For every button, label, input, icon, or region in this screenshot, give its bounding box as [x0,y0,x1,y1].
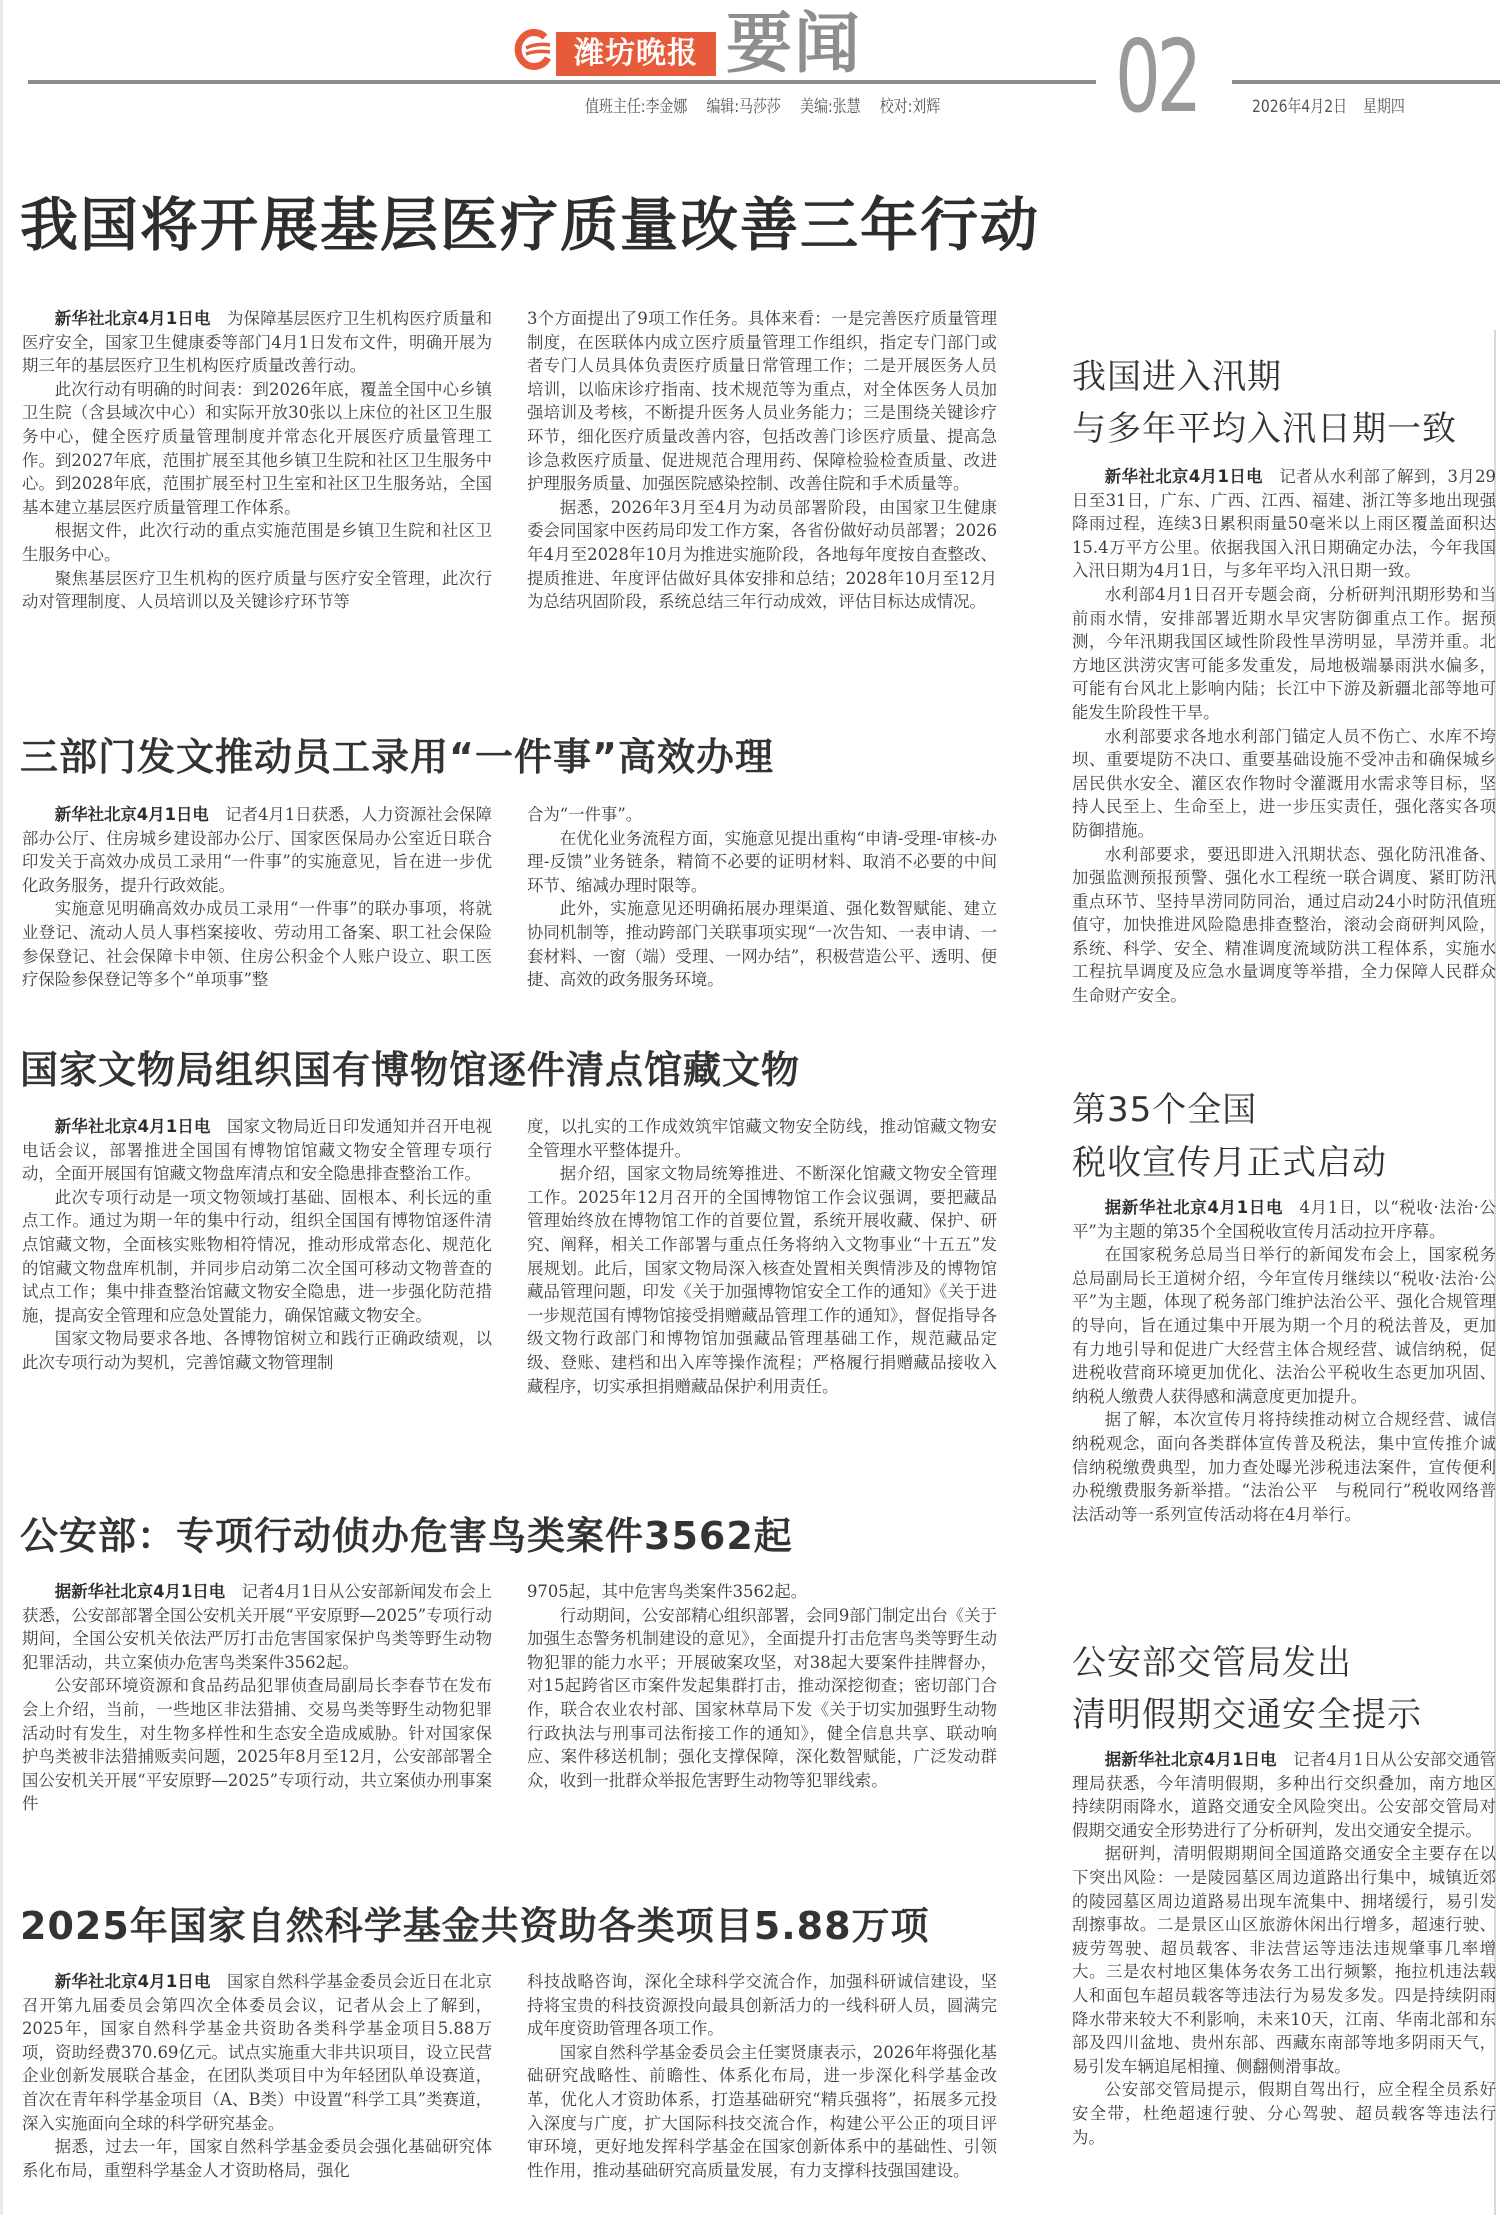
article-paragraph: 9705起，其中危害鸟类案件3562起。 [527,1582,808,1601]
article-paragraph: 新华社北京4月1日电 国家自然科学基金委员会近日在北京召开第九届委员会第四次全体委员会议，记者从会上了解到，2025年，国家自然科学基金共资助各类科学基金项目5.88万项，资助经费370.69亿元。试点实施重大非共识项目，设立民营企业创新发展联合基金，在团队类项目中为年轻团队单设赛道，首次在青年科学基金项目（A、B类）中设置“科学工具”类赛道，深入实施面向全球的科学研究基金。 [22,1972,493,2133]
article-paragraph: 水利部要求，要迅即进入汛期状态、强化防汛准备、加强监测预报预警、强化水工程统一联合调度、紧盯防汛重点环节、坚持旱涝同防同治，通过启动24小时防汛值班值守，加快推进风险隐患排查整治，滚动会商研判风险，系统、科学、安全、精准调度流域防洪工程体系，实施水工程抗旱调度及应急水量调度等举措，全力保障人民群众生命财产安全。 [1072,844,1496,1006]
article-headline-line2: 清明假期交通安全提示 [1072,1695,1422,1735]
article-body [1072,465,1496,1008]
article-paragraph: 新华社北京4月1日电 记者从水利部了解到，3月29日至31日，广东、广西、江西、福建、浙江等多地出现强降雨过程，连续3日累积雨量50毫米以上雨区覆盖面积达15.4万平方公里。依据我国入汛日期确定办法，今年我国入汛日期为4月1日，与多年平均入汛日期一致。 [1072,467,1496,581]
masthead-rule-right [1232,80,1500,84]
dateline: 新华社北京4月1日电 [54,309,211,328]
article-paragraph: 新华社北京4月1日电 为保障基层医疗卫生机构医疗质量和医疗安全，国家卫生健康委等部门4月1日发布文件，明确开展为期三年的基层医疗卫生机构医疗质量改善行动。 [22,309,493,376]
article-paragraph: 据悉，过去一年，国家自然科学基金委员会强化基础研究体系化布局，重塑科学基金人才资助格局，强化 [22,2137,492,2180]
article-paragraph: 科技战略咨询，深化全球科学交流合作，加强科研诚信建设，坚持将宝贵的科技资源投向最具创新活力的一线科研人员，圆满完成年度资助管理各项工作。 [527,1972,997,2039]
article-paragraph: 此次专项行动是一项文物领域打基础、固根本、利长远的重点工作。通过为期一年的集中行动，组织全国国有博物馆逐件清点馆藏文物，全面核实账物相符情况，推动形成常态化、规范化的馆藏文物盘库机制，并同步启动第二次全国可移动文物普查的试点工作；集中排查整治馆藏文物安全隐患，进一步强化防范措施，提高安全管理和应急处置能力，确保馆藏文物安全。 [22,1187,492,1325]
article-paragraph: 据新华社北京4月1日电 记者4月1日从公安部新闻发布会上获悉，公安部部署全国公安机关开展“平安原野—2025”专项行动期间，全国公安机关依法严厉打击危害国家保护鸟类等野生动物犯罪活动，共立案侦办危害鸟类案件3562起。 [22,1582,492,1672]
article-paragraph: 3个方面提出了9项工作任务。具体来看：一是完善医疗质量管理制度，在医联体内成立医疗质量管理工作组织，指定专门部门或者专门人员具体负责医疗质量日常管理工作；二是开展医务人员培训，以临床诊疗指南、技术规范等为重点，对全体医务人员加强培训及考核，不断提升医务人员业务能力；三是围绕关键诊疗环节，细化医疗质量改善内容，包括改善门诊医疗质量、提高急诊急救医疗质量、促进规范合理用药、保障检验检查质量、改进护理服务质量、加强医院感染控制、改善住院和手术质量等。 [527,309,997,494]
article-paragraph: 公安部环境资源和食品药品犯罪侦查局副局长李春节在发布会上介绍，当前，一些地区非法猎捕、交易鸟类等野生动物犯罪活动时有发生，对生物多样性和生态安全造成威胁。针对国家保护鸟类被非法猎捕贩卖问题，2025年8月至12月，公安部部署全国公安机关开展“平安原野—2025”专项行动，共立案侦办刑事案件 [22,1676,492,1814]
article-paragraph: 实施意见明确高效办成员工录用“一件事”的联办事项，将就业登记、流动人员人事档案接收、劳动用工备案、职工社会保险参保登记、社会保障卡申领、住房公积金个人账户设立、职工医疗保险参保登记等多个“单项事”整 [22,899,492,990]
article-paragraph: 此外，实施意见还明确拓展办理渠道、强化数智赋能、建立协同机制等，推动跨部门关联事项实现“一次告知、一表申请、一套材料、一窗（端）受理、一网办结”，积极营造公平、透明、便捷、高效的政务服务环境。 [527,899,997,990]
page-edge-rule [0,0,3,2215]
dateline: 据新华社北京4月1日电 [54,1582,226,1601]
article-headline-line2: 税收宣传月正式启动 [1072,1143,1387,1183]
section-title: 要闻 [726,5,862,82]
article-paragraph: 据悉，2026年3月至4月为动员部署阶段，由国家卫生健康委会同国家中医药局印发工作方案，各省份做好动员部署；2026年4月至2028年10月为推进实施阶段，各地每年度按自查整改、提质推进、年度评估做好具体安排和总结；2028年10月至12月为总结巩固阶段，系统总结三年行动成效，评估目标达成情况。 [527,497,997,612]
article-paragraph: 水利部要求各地水利部门锚定人员不伤亡、水库不垮坝、重要堤防不决口、重要基础设施不受冲击和确保城乡居民供水安全、灌区农作物时令灌溉用水需求等目标，坚持人民至上、生命至上，进一步压实责任，强化落实各项防御措施。 [1072,726,1496,840]
article-column-1 [22,1970,492,2182]
article-paragraph: 度，以扎实的工作成效筑牢馆藏文物安全防线，推动馆藏文物安全管理水平整体提升。 [527,1117,997,1160]
article-column-1 [22,307,492,614]
article-column-1 [22,1115,492,1375]
article-paragraph: 据新华社北京4月1日电 4月1日，以“税收·法治·公平”为主题的第35个全国税收宣传月活动拉开序幕。 [1072,1198,1497,1241]
dateline: 新华社北京4月1日电 [54,1972,211,1991]
article-paragraph: 新华社北京4月1日电 国家文物局近日印发通知并召开电视电话会议，部署推进全国国有博物馆馆藏文物安全管理专项行动，全面开展国有馆藏文物盘库清点和安全隐患排查整治工作。 [22,1117,493,1184]
article-column-2 [527,1970,997,2182]
dateline: 据新华社北京4月1日电 [1104,1198,1284,1217]
article-body [1072,1748,1496,2149]
paper-name: 潍坊晚报 [556,32,716,76]
article-paragraph: 合为“一件事”。 [527,805,643,824]
paper-logo-icon [512,28,552,72]
article-column-1 [22,1580,492,1816]
article-column-2 [527,803,997,992]
issue-date [1252,96,1416,118]
article-paragraph: 新华社北京4月1日电 记者4月1日获悉，人力资源社会保障部办公厅、住房城乡建设部办公厅、国家医保局办公室近日联合印发关于高效办成员工录用“一件事”的实施意见，旨在进一步优化政务服务，提升行政效能。 [22,805,492,895]
article-headline-line1: 第35个全国 [1072,1090,1258,1130]
article-column-1 [22,803,492,992]
credit-proofreader: 校对:刘辉 [879,97,941,117]
article-headline: 公安部：专项行动侦办危害鸟类案件3562起 [20,1514,793,1558]
article-headline: 2025年国家自然科学基金共资助各类项目5.88万项 [20,1904,930,1948]
article-paragraph: 行动期间，公安部精心组织部署，会同9部门制定出台《关于加强生态警务机制建设的意见》，全面提升打击危害鸟类等野生动物犯罪的能力水平；开展破案攻坚，对38起大要案件挂牌督办，对15起跨省区市案件发起集群打击，推动深挖彻查；密切部门合作，联合农业农村部、国家林草局下发《关于切实加强野生动物行政执法与刑事司法衔接工作的通知》，健全信息共享、联动响应、案件移送机制；强化支撑保障，深化数智赋能，广泛发动群众，收到一批群众举报危害野生动物等犯罪线索。 [527,1605,997,1790]
article-paragraph: 据研判，清明假期期间全国道路交通安全主要存在以下突出风险：一是陵园墓区周边道路出行集中，城镇近郊的陵园墓区周边道路易出现车流集中、拥堵缓行，易引发刮擦事故。二是景区山区旅游休闲出行增多，超速行驶、疲劳驾驶、超员载客、非法营运等违法违规肇事几率增大。三是农村地区集体务农务工出行频繁，拖拉机违法载人和面包车超员载客等违法行为易发多发。四是持续阴雨降水带来较大不利影响，未来10天，江南、华南北部和东部及四川盆地、贵州东部、西藏东南部等地多阴雨天气，易引发车辆追尾相撞、侧翻侧滑事故。 [1072,1844,1496,2076]
article-paragraph: 水利部4月1日召开专题会商，分析研判汛期形势和当前雨水情，安排部署近期水旱灾害防御重点工作。据预测，今年汛期我国区域性阶段性旱涝明显，旱涝并重。北方地区洪涝灾害可能多发重发，局地极端暴雨洪水偏多，可能有台风北上影响内陆；长江中下游及新疆北部等地可能发生阶段性干旱。 [1072,584,1496,722]
article-headline: 三部门发文推动员工录用“一件事”高效办理 [20,735,774,779]
article-paragraph: 国家自然科学基金委员会主任窦贤康表示，2026年将强化基础研究战略性、前瞻性、体系化布局，进一步深化科学基金改革，优化人才资助体系，打造基础研究“精兵强将”，拓展多元投入深度与广度，扩大国际科技交流合作，构建公平公正的项目评审环境，更好地发挥科学基金在国家创新体系中的基础性、引领性作用，推动基础研究高质量发展，有力支撑科技强国建设。 [527,2042,997,2180]
article-headline-line1: 我国进入汛期 [1072,357,1282,397]
dateline: 新华社北京4月1日电 [1104,467,1263,486]
article-paragraph: 聚焦基层医疗卫生机构的医疗质量与医疗安全管理，此次行动对管理制度、人员培训以及关键诊疗环节等 [22,568,492,612]
article-headline: 我国将开展基层医疗质量改善三年行动 [20,191,1041,259]
article-paragraph: 此次行动有明确的时间表：到2026年底，覆盖全国中心乡镇卫生院（含县域次中心）和实际开放30张以上床位的社区卫生服务中心，健全医疗质量管理制度并常态化开展医疗质量管理工作。到2027年底，范围扩展至其他乡镇卫生院和社区卫生服务中心。到2028年底，范围扩展至村卫生室和社区卫生服务站，全国基本建立基层医疗质量管理工作体系。 [22,379,492,517]
article-paragraph: 在国家税务总局当日举行的新闻发布会上，国家税务总局副局长王道树介绍，今年宣传月继续以“税收·法治·公平”为主题，体现了税务部门维护法治公平、强化合规管理的导向，旨在通过集中开展为期一个月的税法普及，更加有力地引导和促进广大经营主体合规经营、诚信纳税，促进税收营商环境更加优化、法治公平税收生态更加巩固、纳税人缴费人获得感和满意度更加提升。 [1072,1245,1496,1406]
article-paragraph: 国家文物局要求各地、各博物馆树立和践行正确政绩观，以此次专项行动为契机，完善馆藏文物管理制 [22,1329,492,1372]
article-body [1072,1196,1496,1526]
dateline: 新华社北京4月1日电 [54,805,209,824]
article-paragraph: 据了解，本次宣传月将持续推动树立合规经营、诚信纳税观念，面向各类群体宣传普及税法，集中宣传推介诚信纳税缴费典型，加力查处曝光涉税违法案件，宣传便利办税缴费服务新举措。“法治公平 与税同行”税收网络普法活动等一系列宣传活动将在4月举行。 [1072,1410,1496,1524]
credit-editor: 编辑:马莎莎 [706,97,781,117]
dateline: 据新华社北京4月1日电 [1104,1750,1277,1769]
article-paragraph: 据新华社北京4月1日电 记者4月1日从公安部交通管理局获悉，今年清明假期，多种出行交织叠加，南方地区持续阴雨降水，道路交通安全风险突出。公安部交管局对假期交通安全形势进行了分析研判，发出交通安全提示。 [1072,1750,1496,1840]
article-paragraph: 根据文件，此次行动的重点实施范围是乡镇卫生院和社区卫生服务中心。 [22,521,492,564]
masthead-rule-left [28,80,1096,84]
article-headline-line2: 与多年平均入汛日期一致 [1072,409,1457,449]
dateline: 新华社北京4月1日电 [54,1117,211,1136]
issue-weekday: 星期四 [1362,97,1405,117]
issue-date-text: 2026年4月2日 [1252,97,1348,117]
editor-credits [585,96,955,118]
page-number: 02 [1115,18,1198,135]
article-column-2 [527,307,997,614]
article-column-2 [527,1115,997,1398]
article-paragraph: 在优化业务流程方面，实施意见提出重构“申请-受理-审核-办理-反馈”业务链条，精简不必要的证明材料、取消不必要的中间环节、缩减办理时限等。 [527,828,997,895]
article-headline: 国家文物局组织国有博物馆逐件清点馆藏文物 [20,1048,801,1092]
article-headline-line1: 公安部交管局发出 [1072,1643,1352,1683]
article-paragraph: 据介绍，国家文物局统筹推进、不断深化馆藏文物安全管理工作。2025年12月召开的全国博物馆工作会议强调，要把藏品管理始终放在博物馆工作的首要位置，系统开展收藏、保护、研究、阐释，相关工作部署与重点任务将纳入文物事业“十五五”发展规划。此后，国家文物局深入核查处置相关舆情涉及的博物馆藏品管理问题，印发《关于加强博物馆安全工作的通知》《关于进一步规范国有博物馆接受捐赠藏品管理工作的通知》，督促指导各级文物行政部门和博物馆加强藏品管理基础工作，规范藏品定级、登账、建档和出入库等操作流程；严格履行捐赠藏品接收入藏程序，切实承担捐赠藏品保护利用责任。 [527,1164,997,1396]
article-column-2 [527,1580,997,1792]
article-paragraph: 公安部交管局提示，假期自驾出行，应全程全员系好安全带，杜绝超速行驶、分心驾驶、超员载客等违法行为。 [1072,2080,1496,2147]
credit-art-editor: 美编:张慧 [800,97,861,117]
credit-duty-director: 值班主任:李金娜 [585,97,688,117]
